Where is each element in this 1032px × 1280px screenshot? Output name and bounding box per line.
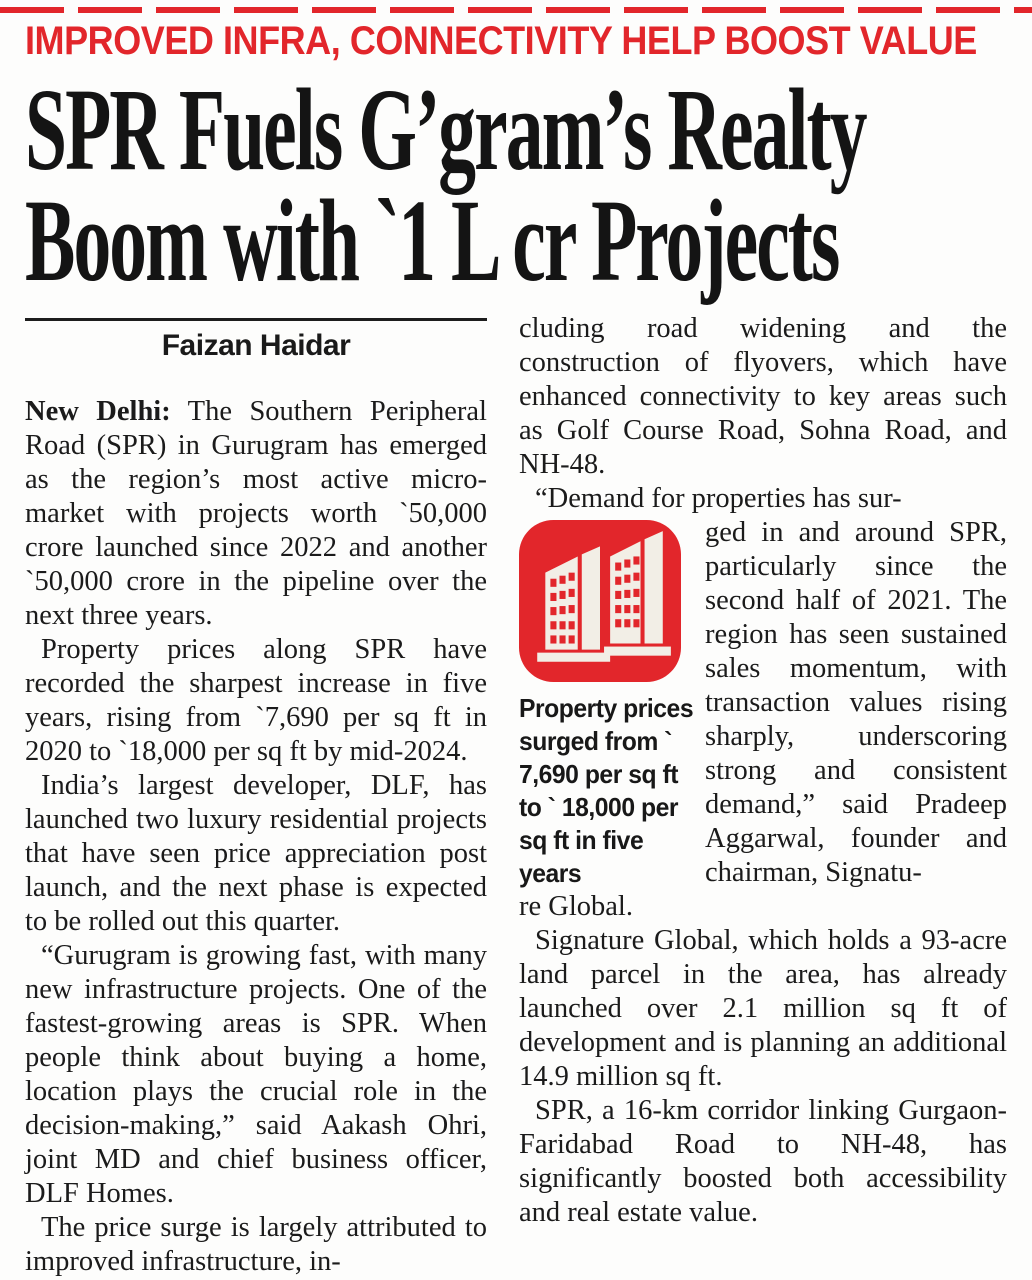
headline-line-1: SPR Fuels G’gram’s Realty: [25, 64, 866, 195]
paragraph: cluding road widening and the construction of flyovers, which have enhanced connectivity to key areas such as Golf Course Road, Sohna Road, and NH-48.: [519, 313, 1007, 480]
dateline: New Delhi:: [25, 396, 171, 427]
buildings-icon: [519, 520, 681, 682]
infographic-caption: Property prices surged from ` 7,690 per sq ft to ` 18,000 per sq ft in five years: [519, 693, 694, 888]
main-headline: [25, 64, 866, 306]
quote-paragraph-lead: “Demand for properties has sur-: [535, 483, 902, 514]
infographic: [519, 520, 695, 890]
quote-paragraph-tail: re Global.: [519, 891, 633, 922]
paragraph-lead-text: The Southern Peripheral Road (SPR) in Gurugram has emerged as the region’s most active micro-market with projects worth `50,000 crore launched since 2022 and another `50,000 crore in the pipeline over the next three years.: [25, 396, 487, 631]
paragraph-lead: [25, 395, 487, 633]
kicker-headline: IMPROVED INFRA, CONNECTIVITY HELP BOOST VALUE: [25, 19, 977, 63]
article-body: [25, 312, 1007, 1279]
paragraph: The price surge is largely attributed to improved infrastructure, in-: [25, 1212, 487, 1277]
paragraph: SPR, a 16-km corridor linking Gurgaon-Faridabad Road to NH-48, has significantly boosted both accessibility and real estate value.: [519, 1095, 1007, 1228]
right-column: [519, 312, 1007, 1279]
infographic-wrap-row: [519, 516, 1007, 890]
left-column: [25, 312, 487, 1279]
column-gutter: [487, 312, 519, 1279]
quote-paragraph-wrapped: ged in and around SPR, particularly since the second half of 2021. The region has seen sustained sales momentum, with transaction values rising sharply, underscoring strong and consistent demand,” said Pradeep Aggarwal, founder and chairman, Signatu-: [705, 517, 1007, 888]
byline: Faizan Haidar: [161, 329, 351, 362]
paragraph: India’s largest developer, DLF, has launched two luxury residential projects that have seen price appreciation post launch, and the next phase is expected to be rolled out this quarter.: [25, 770, 487, 937]
top-red-strip: [0, 7, 1032, 13]
byline-rule: [25, 318, 487, 321]
paragraph: Signature Global, which holds a 93-acre land parcel in the area, has already launched over 2.1 million sq ft of development and is planning an additional 14.9 million sq ft.: [519, 925, 1007, 1092]
paragraph: “Gurugram is growing fast, with many new infrastructure projects. One of the fastest-growing areas is SPR. When people think about buying a home, location plays the crucial role in the decision-making,” said Aakash Ohri, joint MD and chief business officer, DLF Homes.: [25, 940, 487, 1209]
headline-line-2: Boom with `1 L cr Projects: [25, 175, 839, 306]
paragraph: Property prices along SPR have recorded the sharpest increase in five years, rising from `7,690 per sq ft in 2020 to `18,000 per sq ft by mid-2024.: [25, 634, 487, 767]
